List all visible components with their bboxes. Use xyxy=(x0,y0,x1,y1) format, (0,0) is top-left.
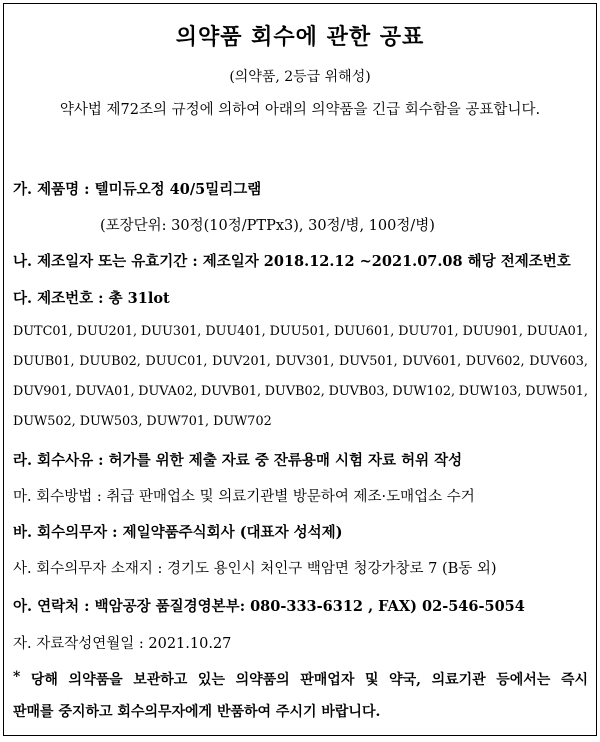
lot-row xyxy=(13,414,588,429)
lot-number: DUVA01, xyxy=(75,384,135,399)
lot-number: DUTC01, xyxy=(13,324,73,339)
lot-number: DUW503, xyxy=(79,414,143,429)
lot-number: DUVB01, xyxy=(201,384,262,399)
date-written: 자. 자료작성연월일 : 2021.10.27 xyxy=(13,636,232,652)
notice-line: 판매를 중지하고 회수의무자에게 반품하여 주시기 바랍니다. xyxy=(13,704,381,720)
document-subtitle: (의약품, 2등급 위해성) xyxy=(229,69,371,85)
document-title: 의약품 회수에 관한 공표 xyxy=(175,25,425,50)
lot-number: DUU301, xyxy=(141,324,202,339)
lot-number: DUV201, xyxy=(212,354,271,369)
lot-count: 다. 제조번호 : 총 31lot xyxy=(13,290,170,307)
obligor-address: 사. 회수의무자 소재지 : 경기도 용인시 처인구 백암면 청강가창로 7 (B동 외) xyxy=(13,561,497,577)
lot-number: DUW501, xyxy=(525,384,588,399)
lot-number: DUUC01, xyxy=(145,354,208,369)
recall-obligor: 바. 회수의무자 : 제일약품주식회사 (대표자 성석제) xyxy=(13,524,343,541)
lot-number: DUVB03, xyxy=(328,384,389,399)
manufacture-period: 나. 제조일자 또는 유효기간 : 제조일자 2018.12.12 ~2021.07.08 해당 전제조번호 xyxy=(13,253,571,270)
lot-number: DUW701, xyxy=(146,414,210,429)
lot-number: DUUB01, xyxy=(13,354,75,369)
lot-number: DUW502, xyxy=(13,414,76,429)
lot-number: DUV901, xyxy=(13,384,72,399)
lot-number: DUU901, xyxy=(462,324,523,339)
lot-number: DUV603, xyxy=(529,354,588,369)
lot-number: DUUA01, xyxy=(526,324,588,339)
lot-number: DUU401, xyxy=(205,324,266,339)
lot-number: DUVA02, xyxy=(138,384,198,399)
lot-number: DUV301, xyxy=(275,354,335,369)
lot-number: DUVB02, xyxy=(264,384,325,399)
notice-text xyxy=(13,669,588,721)
lot-number: DUU601, xyxy=(333,324,395,339)
contact-info: 아. 연락처 : 백암공장 품질경영본부: 080-333-6312 , FAX) 02-546-5054 xyxy=(13,598,525,615)
lot-row xyxy=(13,384,588,399)
lot-number: DUW102, xyxy=(392,384,456,399)
lot-number: DUW702 xyxy=(213,414,272,429)
lot-number: DUV501, xyxy=(338,354,398,369)
intro-text: 약사법 제72조의 규정에 의하여 아래의 의약품을 긴급 회수함을 공표합니다. xyxy=(59,102,541,118)
product-name: 가. 제품명 : 텔미듀오정 40/5밀리그램 xyxy=(13,181,262,198)
recall-notice-document xyxy=(3,3,597,736)
lot-number: DUU701, xyxy=(398,324,459,339)
recall-method: 마. 회수방법 : 취급 판매업소 및 의료기관별 방문하여 제조·도매업소 수거 xyxy=(13,489,475,505)
packaging-unit: (포장단위: 30정(10정/PTPx3), 30정/병, 100정/병) xyxy=(100,218,435,234)
lot-row xyxy=(13,354,588,369)
notice-line: * 당해 의약품을 보관하고 있는 의약품의 판매업자 및 약국, 의료기관 등에서는 즉시 xyxy=(13,669,588,688)
lot-number: DUU501, xyxy=(269,324,330,339)
lot-number: DUU201, xyxy=(76,324,138,339)
lot-number: DUV602, xyxy=(465,354,525,369)
lot-number: DUV601, xyxy=(402,354,462,369)
lot-number: DUUB02, xyxy=(79,354,141,369)
lot-number: DUW103, xyxy=(458,384,522,399)
recall-reason: 라. 회수사유 : 허가를 위한 제출 자료 중 잔류용매 시험 자료 허위 작성 xyxy=(13,452,463,469)
lot-row xyxy=(13,324,588,339)
